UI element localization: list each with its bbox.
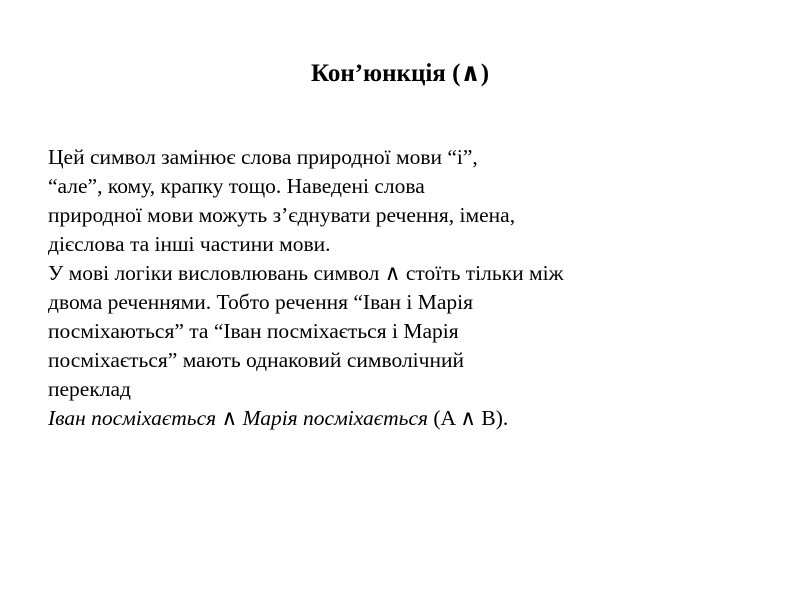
body-line: посміхаються” та “Іван посміхається і Марія [48, 319, 459, 343]
body-line: природної мови можуть з’єднувати речення, імена, [48, 203, 516, 227]
body-line: Цей символ замінює слова природної мови “і”, [48, 145, 478, 169]
slide-body [48, 143, 768, 433]
formula-italic-text: Іван посміхається ∧ Марія посміхається [48, 406, 429, 430]
body-line: “але”, кому, крапку тощо. Наведені слова [48, 174, 425, 198]
body-line: двома реченнями. Тобто речення “Іван і Марія [48, 290, 473, 314]
slide-title: Кон’юнкція (∧) [310, 60, 490, 87]
body-line: посміхається” мають однаковий символічний [48, 348, 464, 372]
body-line: У мові логіки висловлювань символ ∧ стоїть тільки між [48, 261, 564, 285]
body-line: дієслова та інші частини мови. [48, 232, 331, 256]
formula-symbolic-text: (A ∧ B). [428, 406, 509, 430]
body-line: переклад [48, 377, 131, 401]
formula-line [48, 404, 768, 433]
